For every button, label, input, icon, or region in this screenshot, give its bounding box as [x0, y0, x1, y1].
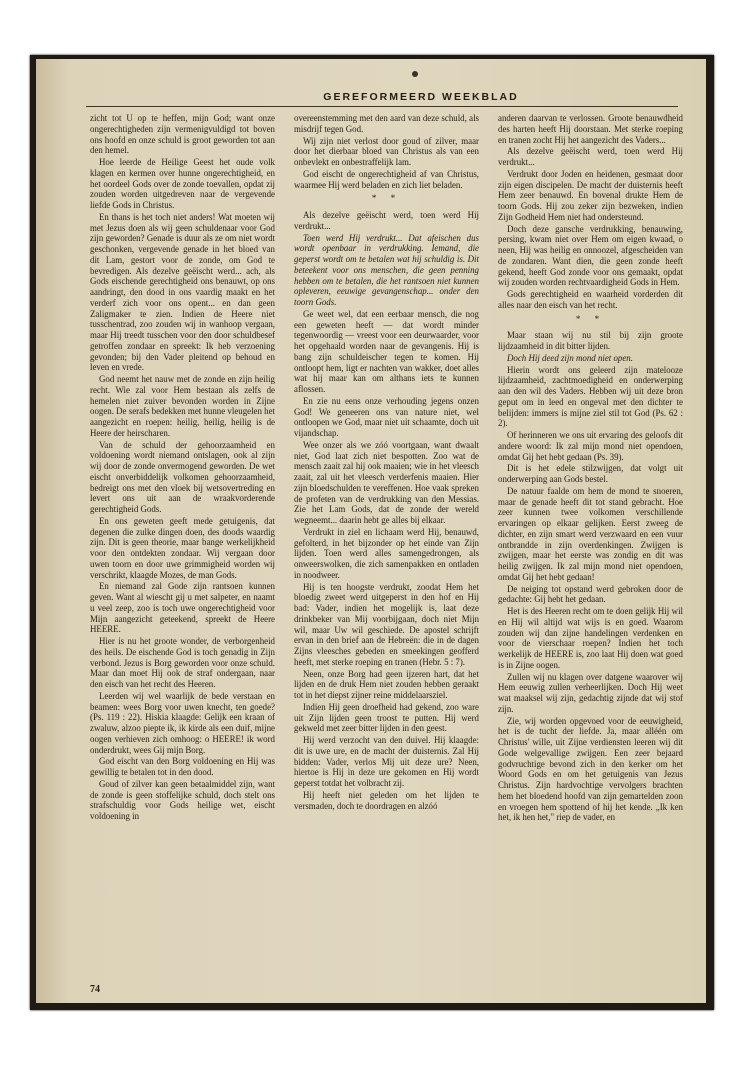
paragraph: Of herinneren we ons uit ervaring des geloofs dit andere woord: Ik zal mijn mond niet opendoen, omdat Gij het hebt gedaan (Ps. 39).	[498, 430, 683, 462]
magazine-page	[36, 59, 706, 1003]
column-middle	[294, 113, 479, 983]
paragraph: God eischt van den Borg voldoening en Hij was gewillig te betalen tot in den dood.	[90, 756, 275, 777]
paragraph: De neiging tot opstand werd gebroken door de gedachte: Gij hebt het gedaan.	[498, 583, 683, 605]
paragraph: Als dezelve geëischt werd, toen werd Hij verdrukt...	[294, 210, 479, 231]
column-right	[498, 113, 683, 983]
paragraph: Zullen wij nu klagen over datgene waarover wij Hem eeuwig zullen verheerlijken. Doch Hij weet wat maaksel wij zijn, gedachtig zijnde dat wij stof zijn.	[498, 671, 683, 714]
paragraph: Het is des Heeren recht om te doen gelijk Hij wil en Hij wil altijd wat wijs is en goed. Waarom zouden wij dan zijne handelingen verdenken en voor de vierschaar roepen? Indien het toch werkelijk de HEERE is, zoo laat Hij doen wat goed is in Zijne oogen.	[498, 606, 683, 670]
paragraph: Hoe leerde de Heilige Geest het oude volk klagen en kermen over hunne ongerechtigheid, en het oordeel Gods over de zonde toevallen, opdat zij zouden worden uitgedreven naar de vergevende liefde Gods in Christus.	[90, 157, 275, 210]
paragraph: Dit is het edele stilzwijgen, dat volgt uit onderwerping aan Gods bestel.	[498, 463, 683, 484]
paragraph: Van de schuld der gehoorzaamheid en voldoening wordt niemand ontslagen, ook al zijn wij door de zonde onvermogend geworden. De wet eischt onverbiddelijk volkomen gehoorzaamheid, bedreigt ons met den vloek bij wetsovertreding en levert ons uit aan de wraakvorderende gerechtigheid Gods.	[90, 439, 275, 514]
paragraph: Ge weet wel, dat een eerbaar mensch, die nog een geweten heeft — dat wordt minder tegenwoordig — vreest voor een deurwaarder, voor het opgehaald worden naar de gevangenis. Hij is bang zijn schuldeischer tegen te komen. Hij ontloopt hem, ligt er nachten van wakker, doet alles wat hij maar kan om althans iets te kunnen aflossen.	[294, 308, 479, 394]
section-separator: * *	[371, 193, 402, 204]
paragraph: Leerden wij wel waarlijk de bede verstaan en beamen: wees Borg voor uwen knecht, ten goede? (Ps. 119 : 22). Hiskia klaagde: Gelijk een kraan of zwaluw, alzoo piepte ik, ik kirde als een duif, mijne oogen verhieven zich omhoog: o HEERE! ik word onderdrukt, wees Gij mijn Borg.	[90, 690, 275, 755]
header-rule	[86, 106, 678, 107]
paragraph: Goud of zilver kan geen betaalmiddel zijn, want de zonde is geen stoffelijke schuld, doch stelt ons strafschuldig voor Gods heilige wet, eischt voldoening in	[90, 778, 275, 821]
paragraph: God neemt het nauw met de zonde en zijn heilig recht. Wie zal voor Hem bestaan als zelfs de hemelen niet zuiver bevonden worden in Zijne oogen. De serafs bedekken met hunne vleugelen het aangezicht en roepen: heilig, heilig, heilig is de Heere der heirscharen.	[90, 374, 275, 438]
binding-dot	[412, 71, 418, 77]
paragraph: Als dezelve geëischt werd, toen werd Hij verdrukt...	[498, 146, 683, 167]
paragraph: zicht tot U op te heffen, mijn God; want onze ongerechtigheden zijn vermenigvuldigd tot boven ons hoofd en onze schuld is groot geworden tot aan den hemel.	[90, 113, 275, 156]
paragraph: anderen daarvan te verlossen. Groote benauwdheid des harten heeft Hij doorstaan. Met sterke roeping en tranen zocht Hij het aangezicht des Vaders...	[498, 113, 683, 145]
section-separator: * *	[575, 313, 606, 324]
paragraph: Verdrukt in ziel en lichaam werd Hij, benauwd, gefolterd, in het bijzonder op het einde van Zijn lijden. Toen werd alles samengedrongen, als onweerswolken, die zich samenpakken en ontladen in noodweer.	[294, 526, 479, 580]
paragraph: Gods gerechtigheid en waarheid vorderden dit alles naar den eisch van het recht.	[498, 289, 683, 310]
paragraph: God eischt de ongerechtigheid af van Christus, waarmee Hij werd beladen en zich liet beladen.	[294, 168, 479, 190]
paragraph: En thans is het toch niet anders! Wat moeten wij met Jezus doen als wij geen schuldenaar voor God zijn geworden? Genade is duur als ze om niet wordt geschonken, vergevende genade in het bloed van dit Lam, gestort voor de zonde, om God te bevredigen. Als dezelve geëischt werd... ach, als Gods eischende gerechtigheid ons benauwt, op ons aandringt, den dood in ons vaardig maakt en het verderf zich voor ons opent... en dan geen Zaligmaker te zien. Indien de Heere niet tusschentrad, zoo zouden wij in wanhoop vergaan, maar Hij treedt tusschen voor den door schuldbesef getroffen zondaar en spreekt: Ik heb verzoening gevonden; bij den Vader pleitend op behoud en leven en vrede.	[90, 211, 275, 373]
paragraph: Doch deze gansche verdrukking, benauwing, persing, kwam niet over Hem om eigen kwaad, o neen, Hij was heilig en onnoozel, afgescheiden van de zondaren. Want dien, die geen zonde heeft gekend, heeft God zonde voor ons gemaakt, opdat wij zouden worden rechtvaardigheid Gods in Hem.	[498, 223, 683, 288]
page-number: 74	[90, 984, 100, 995]
paragraph: Hij is ten hoogste verdrukt, zoodat Hem het bloedig zweet werd uitgeperst in den hof en Hij bad: Vader, indien het mogelijk is, laat deze drinkbeker van Mij voorbijgaan, doch niet Mijn wil, maar Uw wil geschiede. De apostel schrijft ervan in den brief aan de Hebreën: die in de dagen Zijns vleesches gebeden en smeekingen geofferd heeft, met sterke roeping en tranen (Hebr. 5 : 7).	[294, 581, 479, 667]
paragraph: overeenstemming met den aard van deze schuld, als misdrijf tegen God.	[294, 113, 479, 134]
paragraph: Hij werd verzocht van den duivel. Hij klaagde: dit is uwe ure, en de macht der duisternis. Zal Hij bidden: Vader, verlos Mij uit deze ure? Neen, hiertoe is Hij in deze ure gekomen en Hij wordt geperst totdat het volbracht zij.	[294, 735, 479, 788]
paragraph: Maar staan wij nu stil bij zijn groote lijdzaamheid in dit bitter lijden.	[498, 330, 683, 351]
book-spread	[30, 55, 714, 1010]
paragraph: De natuur faalde om hem de mond te snoeren, maar de genade heeft dit tot stand gebracht. Hoe zeer kunnen twee volkomen verschillende ervaringen op elkaar gelijken. Eerst zweeg de dichter, en zijn smart werd verzwaard en een vuur ontbrandde in zijn overdenkingen. Zwijgen is zwijgen, maar het eerste was zondig en dit was heilig zwijgen. Ik zal mijn mond niet opendoen, omdat Gij het hebt gedaan!	[498, 485, 683, 582]
paragraph: Hij heeft niet geleden om het lijden te versmaden, doch te doordragen en alzóó	[294, 789, 479, 811]
paragraph: Zie, wij worden opgevoed voor de eeuwigheid, het is de tucht der liefde. Ja, maar alléén om Christus' wille, uit Zijne verdiensten leeren wij dit Gode welgevallige zwijgen. Een zeer bejaard godvruchtige bevond zich in den kerker om het Woord Gods en om het getuigenis van Jezus Christus. Zijn hardvochtige vervolgers brachten hem het bloedend hoofd van zijn gemartelden zoon en vroegen hem spottend of hij het kende. „Ik ken het, ik hen het," riep de vader, en	[498, 715, 683, 823]
paragraph: En zie nu eens onze verhouding jegens onzen God! We geneeren ons van nature niet, wel ontloopen we God, maar niet uit schaamte, doch uit vijandschap.	[294, 395, 479, 438]
paragraph: Toen werd Hij verdrukt... Dat afeischen dus wordt openbaar in verdrukking. Iemand, die geperst wordt om te betalen wat hij schuldig is. Dit beteekent voor ons menschen, die geen penning hebben om te betalen, die het rantsoen niet kunnen opleveren, eeuwige gevangenschap... onder den toorn Gods.	[294, 232, 479, 307]
paragraph: Indien Hij geen droefheid had gekend, zoo ware uit Zijn lijden geen troost te putten. Hij werd gekweld met zeer bitter lijden in den geest.	[294, 701, 479, 734]
paragraph: Doch Hij deed zijn mond niet open.	[507, 352, 633, 363]
paragraph: Wee onzer als we zóó voortgaan, want dwaalt niet, God laat zich niet bespotten. Zoo wat de mensch zaait zal hij ook maaien; wie in het vleesch zaait, zal uit het vleesch verderfenis maaien. Hier zijn bloedschulden te vereffenen. Hoe vaak spreken de profeten van de verdrukking van den Messias. Zie het Lam Gods, dat de zonde der wereld wegneemt... daarin hebt ge alles bij elkaar.	[294, 439, 479, 525]
paragraph: Hierin wordt ons geleerd zijn matelooze lijdzaamheid, zachtmoedigheid en onderwerping aan den wil des Vaders. Hebben wij uit deze bron geput om in leed en ongeval met den dichter te belijden: immers is mijne ziel stil tot God (Ps. 62 : 2).	[498, 364, 683, 429]
paragraph: Verdrukt door Joden en heidenen, gesmaat door zijn eigen discipelen. De macht der duisternis heeft Hem zeer benauwd. En bovenal drukte Hem de toorn Gods. Hij zou zeker zijn bezweken, indien Zijn Godheid Hem niet had ondersteund.	[498, 168, 683, 222]
paragraph: Hier is nu het groote wonder, de verborgenheid des heils. De eischende God is toch genadig in Zijn verbond. Jezus is Borg geworden voor onze schuld. Maar dan moet Hij ook de straf ondergaan, naar den eisch van het recht des Heeren.	[90, 636, 275, 689]
paragraph: Wij zijn niet verlost door goud of zilver, maar door het dierbaar bloed van Christus als van een onbevlekt en onbestraffelijk lam.	[294, 135, 479, 167]
paragraph: Neen, onze Borg had geen ijzeren hart, dat het lijden en de druk Hem niet zouden hebben geraakt tot in het diepst zijner reine middelaarsziel.	[294, 668, 479, 700]
paragraph: En niemand zal Gode zijn rantsoen kunnen geven. Want al wiescht gij u met salpeter, en naamt u veel zeep, zoo is toch uwe ongerechtigheid voor Mijn aangezicht geteekend, spreekt de Heere HEERE.	[90, 581, 275, 635]
paragraph: En ons geweten geeft mede getuigenis, dat degenen die zulke dingen doen, des doods waardig zijn. Dit is geen theorie, maar bange werkelijkheid voor den ontdekten zondaar. Wij vergaan door uwen toorn en door uwe grimmigheid worden wij verschrikt, klaagde Mozes, de man Gods.	[90, 515, 275, 580]
column-left	[90, 113, 275, 983]
running-header: GEREFORMEERD WEEKBLAD	[323, 91, 519, 103]
